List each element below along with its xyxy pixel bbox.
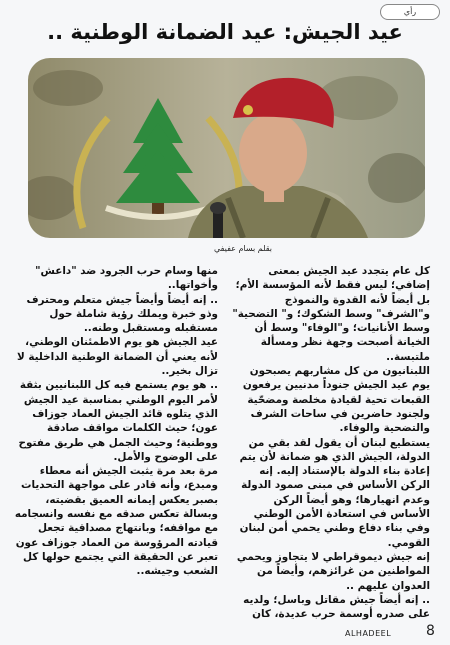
paragraph: مرة بعد مرة يثبت الجيش أنه معطاء ومبدع، وأنه قادر على مواجهة التحديات بصبر يعكس إيمانه العميق بقضيته، وبسالة تعكس صدقه مع نفسه وانسجامه مع مواقفه؛ وبانتهاج مصداقية تجعل قيادته المرؤوسة من العماد جوزاف عون تعبر عن الحقيقة التي يجتمع حولها كل الشعب وجيشه.. (14, 465, 218, 578)
army-commander-photo (28, 58, 425, 238)
paragraph: منها وسام حرب الجرود ضد "داعش" وأخواتها.. (35, 265, 218, 292)
page-number: 8 (426, 623, 435, 639)
paragraph: .. إنه أيضاً جيش مقاتل وباسل؛ ولديه على صدره أوسمة حرب عديدة، كان (243, 593, 430, 621)
paragraph: .. إنه أيضاً وأيضاً جيش متعلم ومحترف وذو خبرة ويملك رؤية شاملة حول مستقبله ومستقبل وطنه.. (26, 293, 218, 335)
article-title: عيد الجيش: عيد الضمانة الوطنية .. (47, 20, 403, 44)
section-tag: رأي (380, 4, 440, 20)
article-photo (28, 58, 425, 238)
article-column-right (232, 264, 430, 621)
article-column-left (14, 264, 218, 579)
paragraph: اللبنانيون من كل مشاربهم يصبحون يوم عيد الجيش جنوداً مدنيين يرفعون القبعات تحية لقيادة مخلصة ومضحّية ولجنود حاضرين في ساحات الشرف والتضحية والوفاء. (242, 365, 430, 435)
magazine-brand: ALHADEEL (345, 629, 392, 638)
author-byline: بقلم بسام عفيفي (213, 244, 272, 253)
paragraph: عيد الجيش هو يوم الاطمئنان الوطني، لأنه يعني أن الضمانة الوطنية الداخلية لا تزال بخير.. (17, 336, 218, 378)
paragraph: يستطيع لبنان أن يقول لقد بقي من الدولة، الجيش الذي هو ضمانة لأن يتم إعادة بناء الدولة بالإستناد إليه. إنه الركن الأساس في مبنى صمود الدولة وعدم انهيارها؛ وهو أيضاً الركن الأساس في استعادة الأمن الوطني وفي بناء دفاع وطني يحمي أمن لبنان القومي. (239, 436, 430, 549)
paragraph: .. هو يوم يستمع فيه كل اللبنانيين بثقة لأمر اليوم الوطني بمناسبة عيد الجيش الذي يتلوه قائد الجيش العماد جوزاف عون؛ حيث الكلمات مواقف صادقة ووطنية؛ وحيث الجمل هي طريق مفتوح على الوضوح والأمل. (18, 379, 218, 463)
paragraph: كل عام يتجدد عيد الجيش بمعنى إضافي؛ ليس فقط لأنه المؤسسة الأم؛ بل أيضاً لأنه القدوة والنموذج و"الشرف" وسط الشكوك؛ و" التضحية" وسط الأنانيات؛ و"الوفاء" وسط أن الخيانة أصبحت وجهة نظر ومسألة ملتبسة.. (232, 265, 430, 363)
paragraph: إنه جيش ديموقراطي لا يتجاوز ويحمي المواطنين من غرائزهم، وأيضاً من العدوان عليهم .. (236, 550, 430, 592)
